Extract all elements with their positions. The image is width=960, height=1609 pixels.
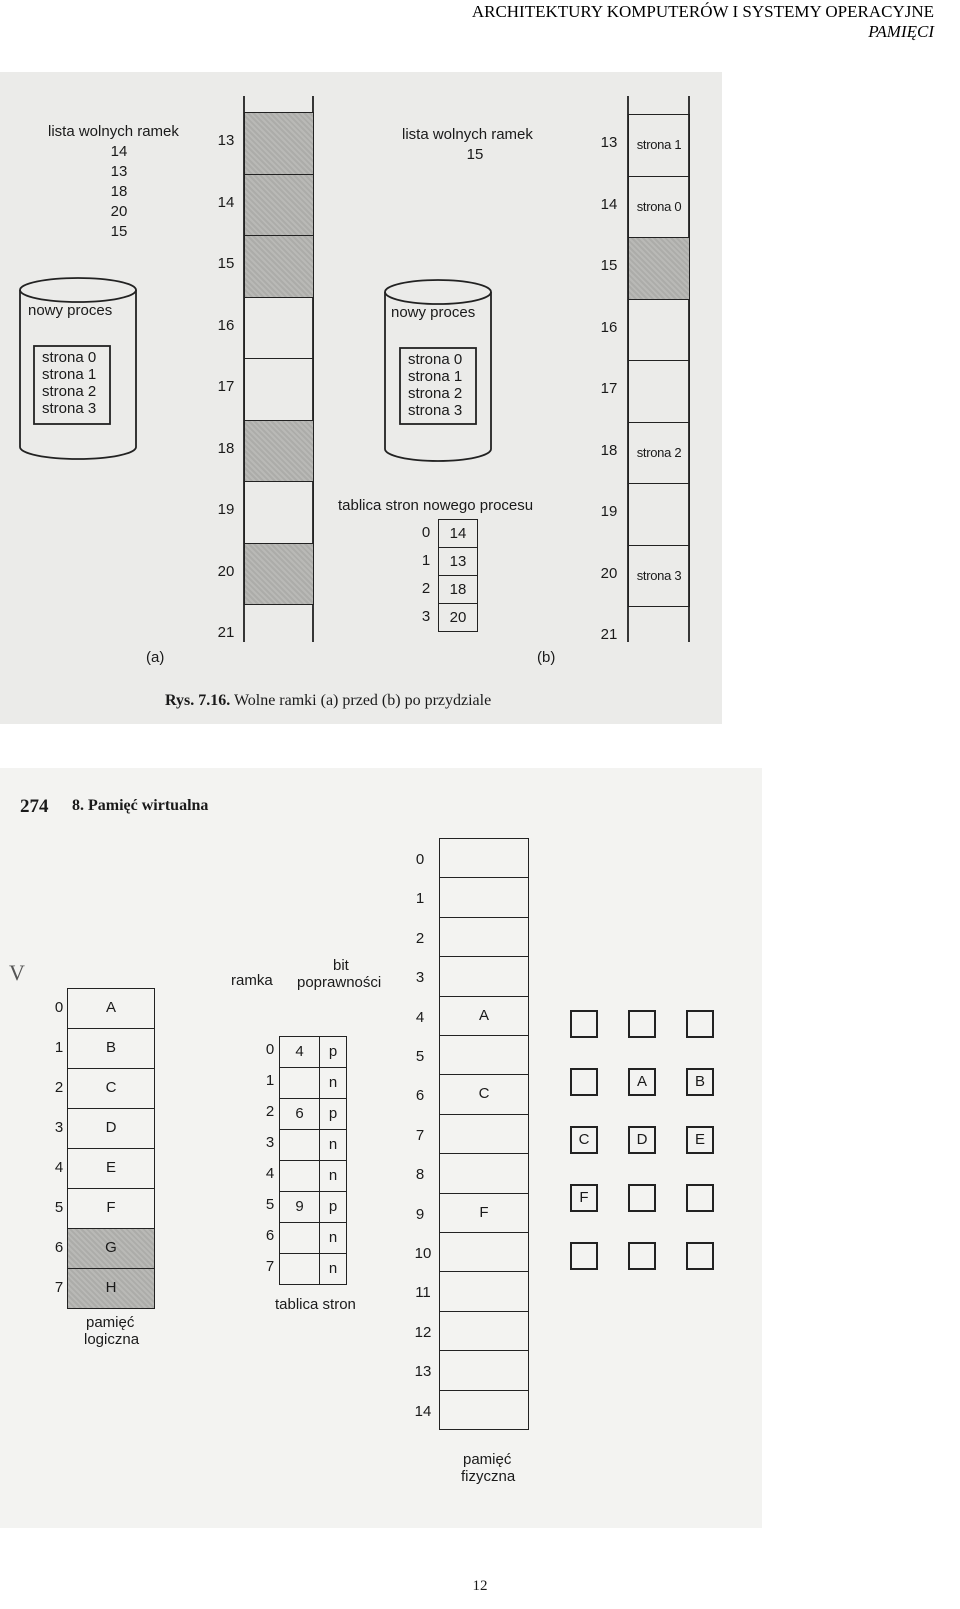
physical-frame-cell	[439, 1311, 529, 1351]
page-table-index: 5	[265, 1196, 275, 1213]
logical-page-cell: A	[67, 988, 155, 1029]
logical-page-index: 6	[54, 1239, 64, 1256]
memory-frame	[244, 174, 314, 237]
page-table-index: 1	[265, 1072, 275, 1089]
memory-frame	[244, 235, 314, 298]
header-subtitle: PAMIĘCI	[868, 22, 934, 41]
memory-frame: strona 0	[628, 176, 690, 239]
figure-caption-text: Wolne ramki (a) przed (b) po przydziale	[233, 692, 492, 709]
page-table-valid-bit: n	[319, 1129, 347, 1161]
valid-bit-label-1: bit	[333, 957, 349, 974]
backing-store-slot	[628, 1184, 656, 1212]
page-table-valid-bit: n	[319, 1222, 347, 1254]
backing-store-slot	[686, 1184, 714, 1212]
page-table-frame-cell: 4	[279, 1036, 320, 1068]
physical-frame-cell	[439, 917, 529, 957]
logical-memory-label-1: pamięć	[86, 1314, 135, 1331]
page-index: 1	[421, 552, 431, 569]
free-frame-entry: 15	[466, 146, 484, 163]
memory-frame: strona 1	[628, 114, 690, 177]
frame-number: 19	[600, 503, 618, 520]
page-table-frame: 18	[438, 575, 478, 604]
process-page: strona 1	[42, 366, 97, 383]
logical-memory-label-2: logiczna	[84, 1331, 140, 1348]
memory-frame	[244, 420, 314, 483]
physical-frame-cell	[439, 838, 529, 878]
logical-page-cell: E	[67, 1148, 155, 1189]
backing-store-slot	[628, 1242, 656, 1270]
physical-frame-cell: C	[439, 1074, 529, 1114]
book-page-number: 274	[20, 796, 49, 817]
process-page: strona 2	[408, 385, 463, 402]
memory-frame	[244, 543, 314, 606]
free-frame-entry: 13	[110, 163, 128, 180]
frame-number: 20	[600, 564, 618, 582]
backing-store-slot: F	[570, 1184, 598, 1212]
page-number: 12	[472, 1578, 488, 1594]
logical-page-cell: D	[67, 1108, 155, 1149]
backing-store-slot	[570, 1010, 598, 1038]
backing-store-slot: B	[686, 1068, 714, 1096]
frame-number: 16	[217, 316, 235, 334]
frame-number: 21	[600, 626, 618, 643]
physical-frame-index: 8	[415, 1166, 425, 1184]
page-table-frame-cell	[279, 1067, 320, 1099]
logical-page-index: 3	[54, 1119, 64, 1136]
physical-frame-index: 13	[414, 1363, 432, 1381]
frame-number: 21	[217, 624, 235, 641]
physical-frame-cell	[439, 877, 529, 917]
frame-number: 20	[217, 562, 235, 580]
logical-page-index: 4	[54, 1159, 64, 1176]
page-table-valid-bit: n	[319, 1160, 347, 1192]
page-table-index: 7	[265, 1258, 275, 1275]
backing-store-slot	[570, 1242, 598, 1270]
page-table-frame-cell	[279, 1253, 320, 1285]
page-table-title-b: tablica stron nowego procesu	[338, 497, 534, 514]
margin-mark: V	[9, 960, 25, 985]
logical-page-cell: C	[67, 1068, 155, 1109]
frame-number: 17	[217, 378, 235, 395]
logical-page-index: 7	[54, 1279, 64, 1296]
physical-frame-index: 4	[415, 1008, 425, 1026]
backing-store-slot: D	[628, 1126, 656, 1154]
backing-store-slot	[570, 1068, 598, 1096]
physical-frame-index: 10	[414, 1245, 432, 1262]
frame-number: 18	[217, 439, 235, 457]
physical-frame-cell	[439, 1390, 529, 1430]
process-page: strona 3	[42, 400, 97, 417]
memory-frame	[628, 483, 690, 546]
memory-frame	[628, 299, 690, 362]
physical-frame-index: 5	[415, 1048, 425, 1065]
physical-frame-index: 6	[415, 1087, 425, 1105]
free-frame-entry: 14	[110, 143, 128, 160]
page-table-index: 6	[265, 1227, 275, 1244]
memory-frame: strona 3	[628, 545, 690, 608]
physical-frame-index: 2	[415, 929, 425, 947]
physical-frame-cell	[439, 956, 529, 996]
frame-number: 17	[600, 380, 618, 397]
process-page: strona 1	[408, 368, 463, 385]
memory-frame	[244, 481, 314, 544]
page-table-frame-cell: 6	[279, 1098, 320, 1130]
free-frame-entry: 20	[110, 203, 128, 220]
free-frame-list-title-b: lista wolnych ramek	[402, 126, 533, 143]
free-frame-entry: 18	[110, 183, 128, 200]
frame-number: 13	[600, 134, 618, 151]
logical-page-cell: B	[67, 1028, 155, 1069]
page-table-valid-bit: p	[319, 1191, 347, 1223]
section-title: 8. Pamięć wirtualna	[72, 797, 209, 814]
physical-frame-cell	[439, 1232, 529, 1272]
page-table-frame-cell	[279, 1160, 320, 1192]
page-table-frame-cell: 9	[279, 1191, 320, 1223]
logical-page-cell: H	[67, 1268, 155, 1309]
frame-number: 19	[217, 501, 235, 518]
page-table-index: 2	[265, 1103, 275, 1120]
page-table-frame-cell	[279, 1222, 320, 1254]
frame-column-label: ramka	[231, 972, 273, 989]
physical-memory-label-1: pamięć	[463, 1451, 512, 1468]
process-page: strona 2	[42, 383, 97, 400]
physical-frame-index: 14	[414, 1402, 432, 1420]
page-index: 3	[421, 608, 431, 625]
physical-frame-cell	[439, 1271, 529, 1311]
frame-number: 18	[600, 441, 618, 459]
header-title: ARCHITEKTURY KOMPUTERÓW I SYSTEMY OPERACYJNE	[471, 2, 934, 21]
memory-frame: strona 2	[628, 422, 690, 485]
physical-frame-index: 3	[415, 969, 425, 987]
physical-frame-index: 12	[414, 1323, 432, 1341]
frame-number: 14	[217, 193, 235, 211]
panel-tag-b: (b)	[537, 649, 556, 666]
page-table-label: tablica stron	[275, 1296, 356, 1313]
physical-frame-index: 7	[415, 1126, 425, 1144]
backing-store-slot: E	[686, 1126, 714, 1154]
process-page: strona 3	[408, 402, 463, 419]
page-table-frame: 14	[438, 519, 478, 548]
logical-page-index: 5	[54, 1199, 64, 1216]
memory-frame	[244, 112, 314, 175]
memory-frame	[628, 237, 690, 300]
process-page: strona 0	[42, 349, 97, 366]
physical-frame-cell: F	[439, 1193, 529, 1233]
frame-number: 13	[217, 132, 235, 149]
panel-tag-a: (a)	[146, 649, 165, 666]
backing-store-slot	[628, 1010, 656, 1038]
free-frame-list-title-a: lista wolnych ramek	[48, 123, 179, 140]
physical-frame-index: 1	[415, 890, 425, 908]
memory-frame	[244, 297, 314, 360]
page-table-valid-bit: p	[319, 1036, 347, 1068]
physical-frame-cell: A	[439, 996, 529, 1036]
physical-frame-index: 11	[415, 1284, 431, 1302]
frame-number: 16	[600, 318, 618, 336]
page-table-frame-cell	[279, 1129, 320, 1161]
logical-page-index: 1	[54, 1039, 64, 1056]
memory-frame	[244, 358, 314, 421]
page-table-index: 4	[265, 1165, 275, 1182]
backing-store-slot	[686, 1242, 714, 1270]
page-table-valid-bit: n	[319, 1253, 347, 1285]
frame-number: 15	[217, 255, 235, 272]
page-table-valid-bit: p	[319, 1098, 347, 1130]
page-table-frame: 20	[438, 603, 478, 632]
logical-page-cell: F	[67, 1188, 155, 1229]
physical-frame-cell	[439, 1114, 529, 1154]
physical-frame-index: 0	[415, 851, 425, 868]
backing-store-slot: A	[628, 1068, 656, 1096]
process-page: strona 0	[408, 351, 463, 368]
physical-frame-cell	[439, 1153, 529, 1193]
memory-frame	[628, 360, 690, 423]
page-table-index: 3	[265, 1134, 275, 1151]
frame-number: 15	[600, 257, 618, 274]
page-index: 0	[421, 524, 431, 541]
new-process-label-b: nowy proces	[391, 304, 476, 321]
physical-frame-cell	[439, 1350, 529, 1390]
physical-frame-cell	[439, 1035, 529, 1075]
logical-page-index: 0	[54, 999, 64, 1016]
page-table-frame: 13	[438, 547, 478, 576]
valid-bit-label-2: poprawności	[297, 974, 382, 991]
physical-memory-label-2: fizyczna	[461, 1468, 516, 1485]
new-process-label-a: nowy proces	[28, 302, 113, 319]
frame-number: 14	[600, 195, 618, 213]
backing-store-slot	[686, 1010, 714, 1038]
physical-frame-index: 9	[415, 1205, 425, 1223]
figure-caption	[165, 692, 491, 710]
page-index: 2	[421, 580, 431, 597]
free-frame-entry: 15	[110, 223, 128, 240]
figure-caption-label: Rys. 7.16.	[165, 692, 231, 709]
page-table-index: 0	[265, 1041, 275, 1058]
page-table-valid-bit: n	[319, 1067, 347, 1099]
logical-page-cell: G	[67, 1228, 155, 1269]
logical-page-index: 2	[54, 1079, 64, 1096]
backing-store-slot: C	[570, 1126, 598, 1154]
